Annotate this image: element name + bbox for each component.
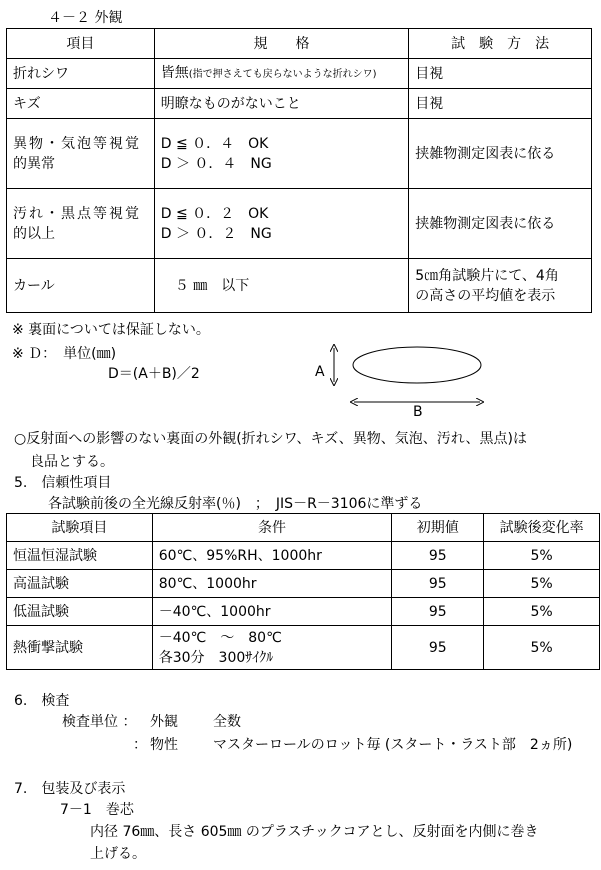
header-method: 試 験 方 法 xyxy=(409,29,592,59)
section-heading-6: 6. 検査 xyxy=(14,693,70,709)
initial-value-cell: 95 xyxy=(392,542,484,570)
dimension-b-label: B xyxy=(413,404,423,420)
item-cell: キズ xyxy=(7,89,155,119)
table-row xyxy=(7,570,600,598)
item-cell: 汚れ・黒点等視覚 的以上 xyxy=(7,189,155,259)
method-cell: 挟雑物測定図表に依る xyxy=(409,119,592,189)
note-d-unit: ※ Ｄ： 単位(㎜) xyxy=(12,346,117,362)
inspection-property-value: マスターロールのロット毎 (スタート・ラスト部 2ヵ所) xyxy=(213,737,573,753)
initial-value-cell: 95 xyxy=(392,598,484,626)
spec-cell: ５ ㎜ 以下 xyxy=(154,259,409,313)
condition-cell: 80℃、1000hr xyxy=(152,570,392,598)
reflect-note-line2: 良品とする。 xyxy=(30,454,114,470)
method-cell: 目視 xyxy=(409,59,592,89)
reliability-table xyxy=(6,513,600,670)
table-row xyxy=(7,259,592,313)
test-name-cell: 恒温恒湿試験 xyxy=(7,542,153,570)
method-cell: 5㎝角試験片にて、4角 の高さの平均値を表示 xyxy=(409,259,592,313)
spec-cell: D ≦ ０．４ OK D ＞ ０．４ NG xyxy=(154,119,409,189)
inspection-colon: ： xyxy=(133,737,147,753)
dimension-a-label: A xyxy=(315,364,325,380)
header-item: 項目 xyxy=(7,29,155,59)
item-cell: カール xyxy=(7,259,155,313)
core-spec-line1: 内径 76㎜、長さ 605㎜ のプラスチックコアとし、反射面を内側に巻き xyxy=(90,824,539,840)
header-test-item: 試験項目 xyxy=(7,514,153,542)
defect-diagram xyxy=(312,342,492,422)
note-back-side: ※ 裏面については保証しない。 xyxy=(12,322,210,338)
change-rate-cell: 5% xyxy=(484,570,600,598)
header-change-rate: 試験後変化率 xyxy=(484,514,600,542)
reliability-subheading: 各試験前後の全光線反射率(％) ； JIS－R－3106に準ずる xyxy=(48,496,423,512)
section-heading-7-1: 7－1 巻芯 xyxy=(60,802,134,818)
formula: D＝(A＋B)／2 xyxy=(108,366,200,382)
table-row xyxy=(7,542,600,570)
test-name-cell: 低温試験 xyxy=(7,598,153,626)
condition-cell: 60℃、95%RH、1000hr xyxy=(152,542,392,570)
method-cell: 挟雑物測定図表に依る xyxy=(409,189,592,259)
inspection-appearance-value: 全数 xyxy=(213,714,241,730)
header-condition: 条件 xyxy=(152,514,392,542)
change-rate-cell: 5% xyxy=(484,542,600,570)
header-initial: 初期値 xyxy=(392,514,484,542)
defect-ellipse xyxy=(353,347,481,383)
condition-cell: －40℃、1000hr xyxy=(152,598,392,626)
inspection-unit-label: 検査単位 ： xyxy=(62,714,137,730)
header-spec: 規 格 xyxy=(154,29,409,59)
change-rate-cell: 5% xyxy=(484,626,600,670)
core-spec-line2: 上げる。 xyxy=(90,846,146,862)
reflect-note-line1: ○反射面への影響のない裏面の外観(折れシワ、キズ、異物、気泡、汚れ、黒点)は xyxy=(14,431,527,447)
initial-value-cell: 95 xyxy=(392,570,484,598)
spec-cell: 明瞭なものがないこと xyxy=(154,89,409,119)
section-heading-5: 5. 信頼性項目 xyxy=(14,475,112,491)
section-heading-7: 7. 包装及び表示 xyxy=(14,781,126,797)
inspection-property-label: 物性 xyxy=(150,737,178,753)
initial-value-cell: 95 xyxy=(392,626,484,670)
condition-cell: －40℃ ～ 80℃ 各30分 300ｻｲｸﾙ xyxy=(152,626,392,670)
test-name-cell: 高温試験 xyxy=(7,570,153,598)
reliability-header-row xyxy=(7,514,600,542)
appearance-table xyxy=(6,28,592,313)
table-row xyxy=(7,598,600,626)
table-row xyxy=(7,626,600,670)
spec-cell: 皆無(指で押さえても戻らないような折れシワ) xyxy=(154,59,409,89)
table-row xyxy=(7,59,592,89)
table-row xyxy=(7,89,592,119)
inspection-appearance-label: 外観 xyxy=(150,714,178,730)
section-heading-4-2: ４－２ 外観 xyxy=(48,10,123,26)
spec-cell: D ≦ ０．２ OK D ＞ ０．２ NG xyxy=(154,189,409,259)
item-cell: 折れシワ xyxy=(7,59,155,89)
table-row xyxy=(7,189,592,259)
item-cell: 異物・気泡等視覚 的異常 xyxy=(7,119,155,189)
test-name-cell: 熱衝撃試験 xyxy=(7,626,153,670)
change-rate-cell: 5% xyxy=(484,598,600,626)
method-cell: 目視 xyxy=(409,89,592,119)
appearance-header-row xyxy=(7,29,592,59)
table-row xyxy=(7,119,592,189)
